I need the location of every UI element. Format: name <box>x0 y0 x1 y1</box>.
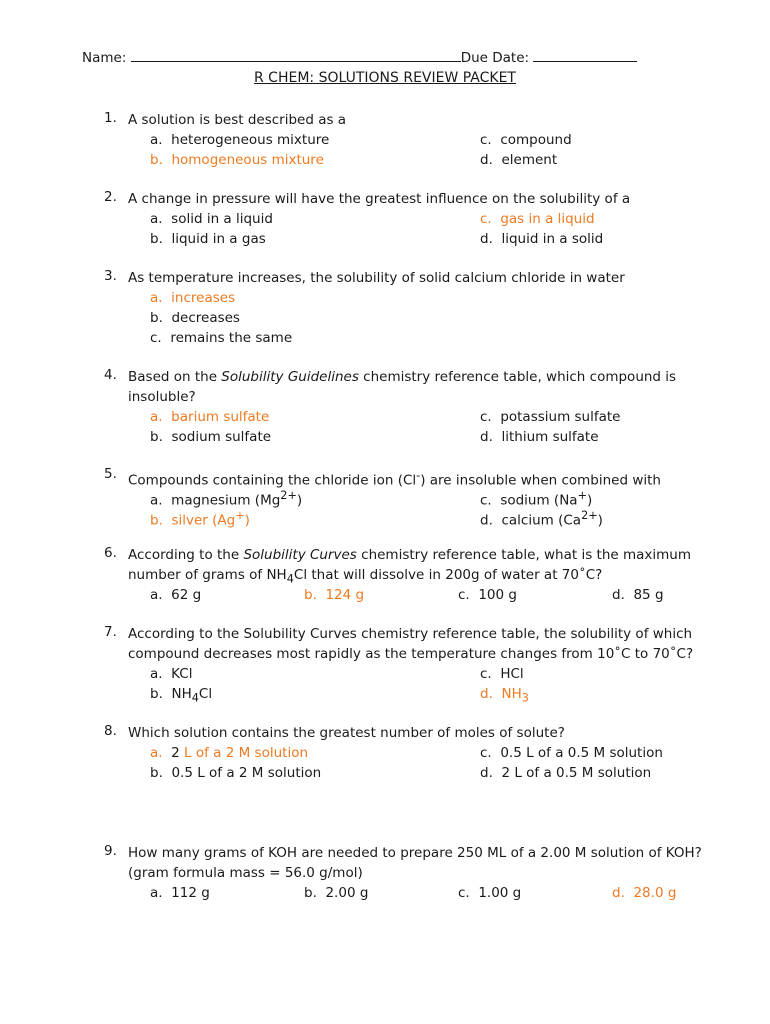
option-c: c. 100 g <box>458 587 517 603</box>
option-b: b. 2.00 g <box>304 885 369 901</box>
option-b: b. decreases <box>150 310 240 326</box>
option-b: b. sodium sulfate <box>150 429 272 445</box>
question-text: How many grams of KOH are needed to prepare 250 ML of a 2.00 M solution of KOH? (gram formula mass = 56.0 g/mol) <box>128 845 702 881</box>
option-d: d. 2 L of a 0.5 M solution <box>480 765 652 781</box>
question-text: Which solution contains the greatest number of moles of solute? <box>128 725 565 741</box>
question-8: 8. Which solution contains the greatest number of moles of solute? a. 2 L of a 2 M solution b. 0.5 L of a 2 M solution c. 0.5 L of a 0.5 M solution d. 2 L of a 0.5 M solution <box>104 723 704 743</box>
question-3: 3. As temperature increases, the solubility of solid calcium chloride in water a. increases b. decreases c. remains the same <box>104 268 704 288</box>
option-a: a. KCl <box>150 666 193 682</box>
question-text: According to the Solubility Curves chemistry reference table, the solubility of which compound decreases most rapidly as the temperature changes from 10˚C to 70˚C? <box>128 626 694 662</box>
header-line <box>82 47 637 66</box>
question-text: Based on the Solubility Guidelines chemistry reference table, which compound is insoluble? <box>128 369 677 405</box>
option-b: b. liquid in a gas <box>150 231 266 247</box>
question-text: Compounds containing the chloride ion (Cl-) are insoluble when combined with <box>128 469 661 489</box>
option-d: d. lithium sulfate <box>480 429 599 445</box>
option-c: c. compound <box>480 132 572 148</box>
question-5: 5. Compounds containing the chloride ion (Cl-) are insoluble when combined with a. magnesium $(Mg^{2+})$ b. silver (Ag+) c. sodium (Na+) d. calcium $(Ca^{2+})$ <box>104 466 704 491</box>
name-label: Name: <box>82 50 127 66</box>
question-1: 1. A solution is best described as a a. heterogeneous mixture b. homogeneous mixture c. compound d. element <box>104 110 704 130</box>
question-text: According to the Solubility Curves chemistry reference table, what is the maximum number of grams of $NH_4Cl$ that will dissolve in 200g of water at 70˚C? <box>128 547 692 586</box>
option-d: d. element <box>480 152 558 168</box>
due-date-blank[interactable] <box>533 47 637 62</box>
option-c: c. 0.5 L of a 0.5 M solution <box>480 745 663 761</box>
option-c: c. potassium sulfate <box>480 409 621 425</box>
question-6: 6. According to the Solubility Curves chemistry reference table, what is the maximum number of grams of $NH_4Cl$ that will dissolve in 200g of water at 70˚C? a. 62 g b. 124 g c. 100 g d. 85 g <box>104 545 704 590</box>
name-blank[interactable] <box>131 47 461 62</box>
option-b-answer: b. 124 g <box>304 587 365 603</box>
question-9: 9. How many grams of KOH are needed to prepare 250 ML of a 2.00 M solution of KOH? (gram formula mass = 56.0 g/mol) a. 112 g b. 2.00 g c. 1.00 g d. 28.0 g <box>104 843 704 883</box>
option-a: a. heterogeneous mixture <box>150 132 330 148</box>
option-d: d. liquid in a solid <box>480 231 604 247</box>
option-c: c. HCl <box>480 666 524 682</box>
option-b: b. 0.5 L of a 2 M solution <box>150 765 322 781</box>
question-7: 7. According to the Solubility Curves chemistry reference table, the solubility of which compound decreases most rapidly as the temperature changes from 10˚C to 70˚C? a. KCl b. $NH_4Cl$ c. HCl d. $NH_3$ <box>104 624 704 664</box>
page-title: R CHEM: SOLUTIONS REVIEW PACKET <box>254 70 516 86</box>
option-b-answer: b. silver (Ag+) <box>150 509 250 529</box>
due-date-label: Due Date: <box>460 50 530 66</box>
option-a: a. 62 g <box>150 587 202 603</box>
option-d: d. calcium $(Ca^{2+})$ <box>480 509 603 529</box>
option-d-answer: d. $NH_3$ <box>480 686 529 705</box>
option-c: c. remains the same <box>150 330 293 346</box>
option-a-answer: a. barium sulfate <box>150 409 270 425</box>
option-a: a. magnesium $(Mg^{2+})$ <box>150 489 303 509</box>
option-d-answer: d. 28.0 g <box>612 885 677 901</box>
option-b-answer: b. homogeneous mixture <box>150 152 324 168</box>
option-d: d. 85 g <box>612 587 664 603</box>
question-text: A change in pressure will have the greatest influence on the solubility of a <box>128 191 631 207</box>
question-text: As temperature increases, the solubility of solid calcium chloride in water <box>128 270 625 286</box>
question-4: 4. Based on the Solubility Guidelines chemistry reference table, which compound is insoluble? a. barium sulfate b. sodium sulfate c. potassium sulfate d. lithium sulfate <box>104 367 704 407</box>
option-a: a. solid in a liquid <box>150 211 273 227</box>
question-2: 2. A change in pressure will have the greatest influence on the solubility of a a. solid in a liquid b. liquid in a gas c. gas in a liquid d. liquid in a solid <box>104 189 704 209</box>
option-a: a. 112 g <box>150 885 210 901</box>
option-c: c. sodium (Na+) <box>480 489 593 509</box>
option-a-answer: a. increases <box>150 290 236 306</box>
option-a-answer: a. 2 L of a 2 M solution <box>150 745 309 761</box>
option-b: b. $NH_4Cl$ <box>150 686 213 705</box>
option-c: c. 1.00 g <box>458 885 522 901</box>
option-c-answer: c. gas in a liquid <box>480 211 595 227</box>
question-text: A solution is best described as a <box>128 112 347 128</box>
